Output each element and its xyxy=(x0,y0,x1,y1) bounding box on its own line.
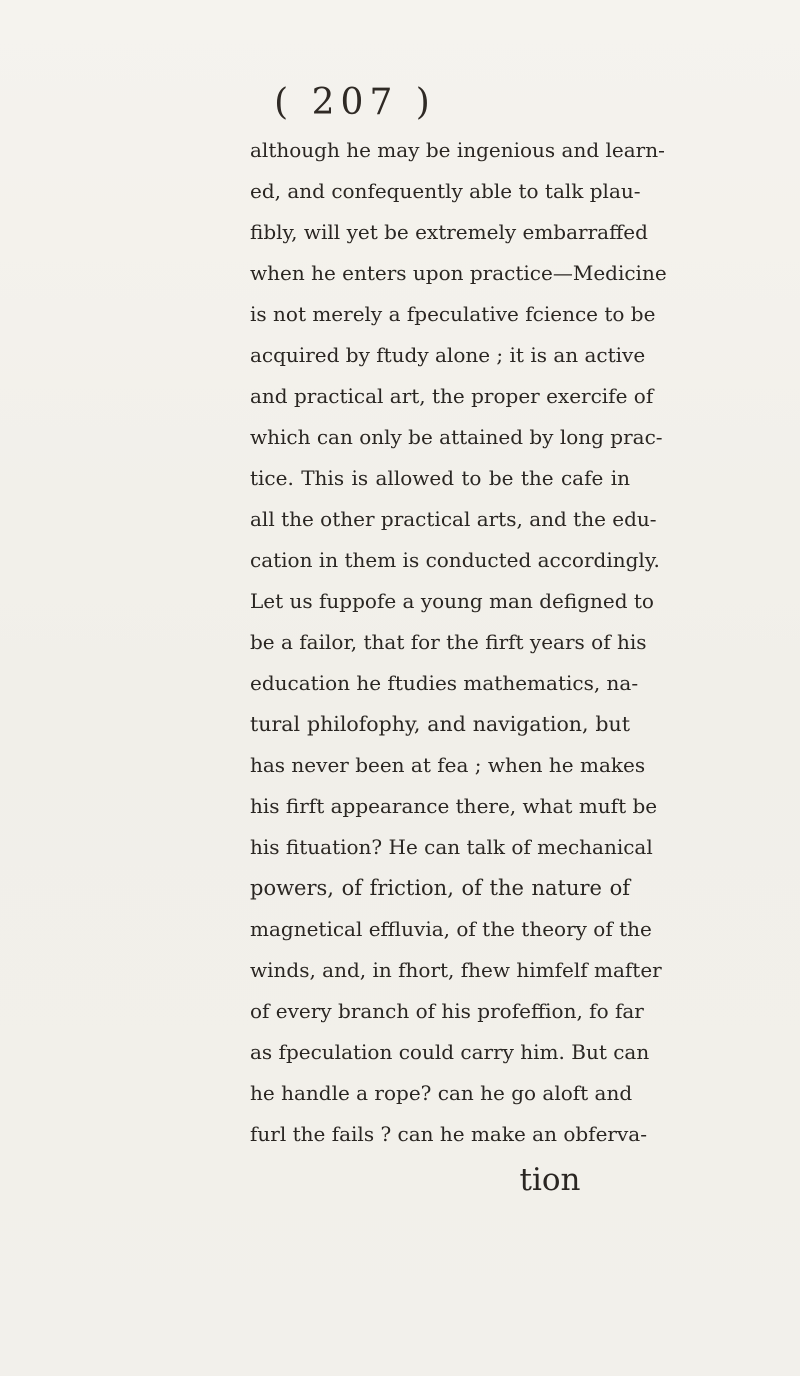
text-line: Let us fuppofe a young man defigned to xyxy=(250,589,654,613)
text-line: acquired by ftudy alone ; it is an active xyxy=(250,343,646,367)
text-line: as fpeculation could carry him. But can xyxy=(250,1040,650,1064)
text-line: which can only be attained by long prac- xyxy=(250,425,663,449)
text-line: furl the fails ? can he make an obferva- xyxy=(250,1122,647,1146)
text-line: is not merely a fpeculative fcience to be xyxy=(250,302,656,326)
page-number: ( 207 ) xyxy=(274,82,436,123)
text-line: education he ftudies mathematics, na- xyxy=(250,671,639,695)
text-line: powers, of friction, of the nature of xyxy=(250,876,630,900)
text-line: be a failor, that for the firft years of his xyxy=(250,630,647,654)
text-line: magnetical effluvia, of the theory of the xyxy=(250,917,652,941)
text-line: when he enters upon practice—Medicine xyxy=(250,261,667,285)
text-line: has never been at fea ; when he makes xyxy=(250,753,646,777)
text-line: winds, and, in fhort, fhew himfelf mafter xyxy=(250,958,662,982)
text-line: and practical art, the proper exercife of xyxy=(250,384,654,408)
text-line: ed, and confequently able to talk plau- xyxy=(250,179,641,203)
text-line: all the other practical arts, and the edu- xyxy=(250,507,657,531)
text-line: tural philofophy, and navigation, but xyxy=(250,712,630,736)
text-line: his firft appearance there, what muft be xyxy=(250,794,658,818)
text-line: of every branch of his profeffion, fo far xyxy=(250,999,644,1023)
text-line: he handle a rope? can he go aloft and xyxy=(250,1081,633,1105)
text-line: his fituation? He can talk of mechanical xyxy=(250,835,653,859)
text-line: although he may be ingenious and learn- xyxy=(250,138,665,162)
text-line: fibly, will yet be extremely embarraffed xyxy=(250,220,648,244)
text-line: tice. This is allowed to be the cafe in xyxy=(250,466,630,490)
catchword: tion xyxy=(519,1162,581,1198)
text-line: cation in them is conducted accordingly. xyxy=(250,548,660,572)
